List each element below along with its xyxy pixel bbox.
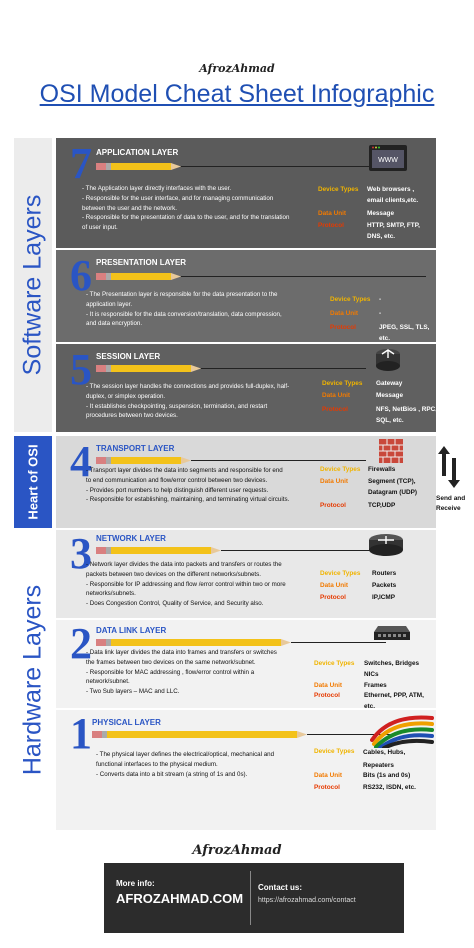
layer-description: - Data link layer divides the data into frames and transfers or switches the frames between two devices on the same network/subnet. - Responsible for MAC addressing , flow/error control within a network/subnet. - Two Sub layers – MAC and LLC. <box>86 649 277 696</box>
layer-info: Device Types - Data Unit - Protocol JPEG, SSL, TLS, etc. <box>330 296 430 342</box>
pencil-icon <box>96 638 386 647</box>
layer-5-panel <box>56 344 436 432</box>
layer-6-panel <box>56 250 436 342</box>
page-title[interactable]: OSI Model Cheat Sheet Infographic <box>39 80 435 108</box>
layer-info: Device Types Web browsers , email clients,etc. Data Unit Message Protocol HTTP, SMTP, FTP, DNS, etc. <box>318 186 420 240</box>
layer-number: 6 <box>70 251 92 300</box>
firewall-icon <box>378 438 404 464</box>
layer-3-panel <box>56 530 436 618</box>
software-layers-label: Software Layers <box>18 194 47 376</box>
footer-box <box>104 863 404 933</box>
contact-label: Contact us: <box>258 883 302 892</box>
more-info-label: More info: <box>116 879 155 888</box>
layer-7-panel <box>56 138 436 248</box>
layer-info: Device Types Switches, Bridges NICs Data Unit Frames Protocol Ethernet, PPP, ATM, etc. <box>314 660 424 710</box>
send-receive-label: Send and Receive <box>436 495 466 512</box>
layer-number: 4 <box>70 437 92 486</box>
pencil-icon <box>92 730 392 739</box>
author-signature: AfrozAhmad <box>199 62 275 75</box>
layer-number: 2 <box>70 619 92 668</box>
layer-number: 3 <box>70 529 92 578</box>
layer-4-panel <box>56 436 436 528</box>
browser-icon <box>368 144 408 174</box>
layer-number: 7 <box>70 139 92 188</box>
layer-info: Device Types Gateway Data Unit Message Protocol NFS, NetBios , RPC, SQL, etc. <box>322 380 438 424</box>
layer-description: - The Presentation layer is responsible for the data presentation to the application layer. - It is responsible for the data conversion/translation, data compression, and data encryption. <box>86 291 282 328</box>
layer-title: TRANSPORT LAYER <box>96 444 175 453</box>
layer-1-panel <box>56 710 436 830</box>
layer-description: - Transport layer divides the data into segments and responsible for end to end communication and flow/error control between two devices. - Provides port numbers to help distinguish different user requests. - Responsible for establishing, maintaining, and terminating virtual circuits. <box>86 467 290 504</box>
switch-icon <box>374 624 410 642</box>
layer-info: Device Types Routers Data Unit Packets Protocol IP,ICMP <box>320 570 397 601</box>
layer-2-panel <box>56 620 436 708</box>
cables-icon <box>370 710 434 748</box>
layer-title: DATA LINK LAYER <box>96 626 167 635</box>
pencil-icon <box>96 546 386 555</box>
layer-info: Device Types Firewalls Data Unit Segment (TCP), Datagram (UDP) Protocol TCP,UDP <box>320 466 418 509</box>
pencil-icon <box>96 162 406 171</box>
layer-title: PHYSICAL LAYER <box>92 718 161 727</box>
layer-description: - The session layer handles the connections and provides full-duplex, half- duplex, or simplex operation. - It establishes checkpointing, suspension, termination, and restart procedures between two devices. <box>86 383 290 420</box>
layer-title: SESSION LAYER <box>96 352 161 361</box>
layer-number: 1 <box>70 709 92 758</box>
hardware-layers-label: Hardware Layers <box>18 584 47 776</box>
svg-text:WWW: WWW <box>378 157 398 164</box>
gateway-icon <box>372 346 404 374</box>
layer-description: - The Application layer directly interfaces with the user. - Responsible for the user interface, and for managing communication between the user and the network. - Responsible for the presentation of data to the user, and for the translation of user input. <box>82 185 290 232</box>
software-layers-band <box>14 138 52 432</box>
heart-of-osi-band <box>14 436 52 528</box>
layer-info: Device Types Cables, Hubs, Repeaters Data Unit Bits (1s and 0s) Protocol RS232, ISDN, etc. <box>314 748 416 791</box>
hardware-layers-band <box>14 530 52 830</box>
heart-of-osi-label: Heart of OSI <box>25 444 41 520</box>
footer-author-signature: AfrozAhmad <box>192 843 282 858</box>
layer-description: - Network layer divides the data into packets and transfers or routes the packets between two devices on the different networks/subnets. - Responsible for IP addressing and flow /error control within two or more networks/subnets. - Does Congestion Control, Quality of Service, and Security also. <box>86 561 286 608</box>
layer-number: 5 <box>70 345 92 394</box>
pencil-icon <box>96 272 426 281</box>
contact-link[interactable]: https://afrozahmad.com/contact <box>258 897 356 904</box>
layer-title: PRESENTATION LAYER <box>96 258 187 267</box>
layer-title: NETWORK LAYER <box>96 534 166 543</box>
layer-title: APPLICATION LAYER <box>96 148 179 157</box>
pencil-icon <box>96 364 366 373</box>
layer-description: - The physical layer defines the electrical/optical, mechanical and functional interfaces to the physical medium. - Converts data into a bit stream (a string of 1s and 0s). <box>96 751 275 778</box>
site-link[interactable]: AFROZAHMAD.COM <box>116 891 244 906</box>
footer-divider <box>250 871 251 925</box>
router-icon <box>366 530 406 560</box>
up-down-arrows-icon <box>438 446 460 488</box>
